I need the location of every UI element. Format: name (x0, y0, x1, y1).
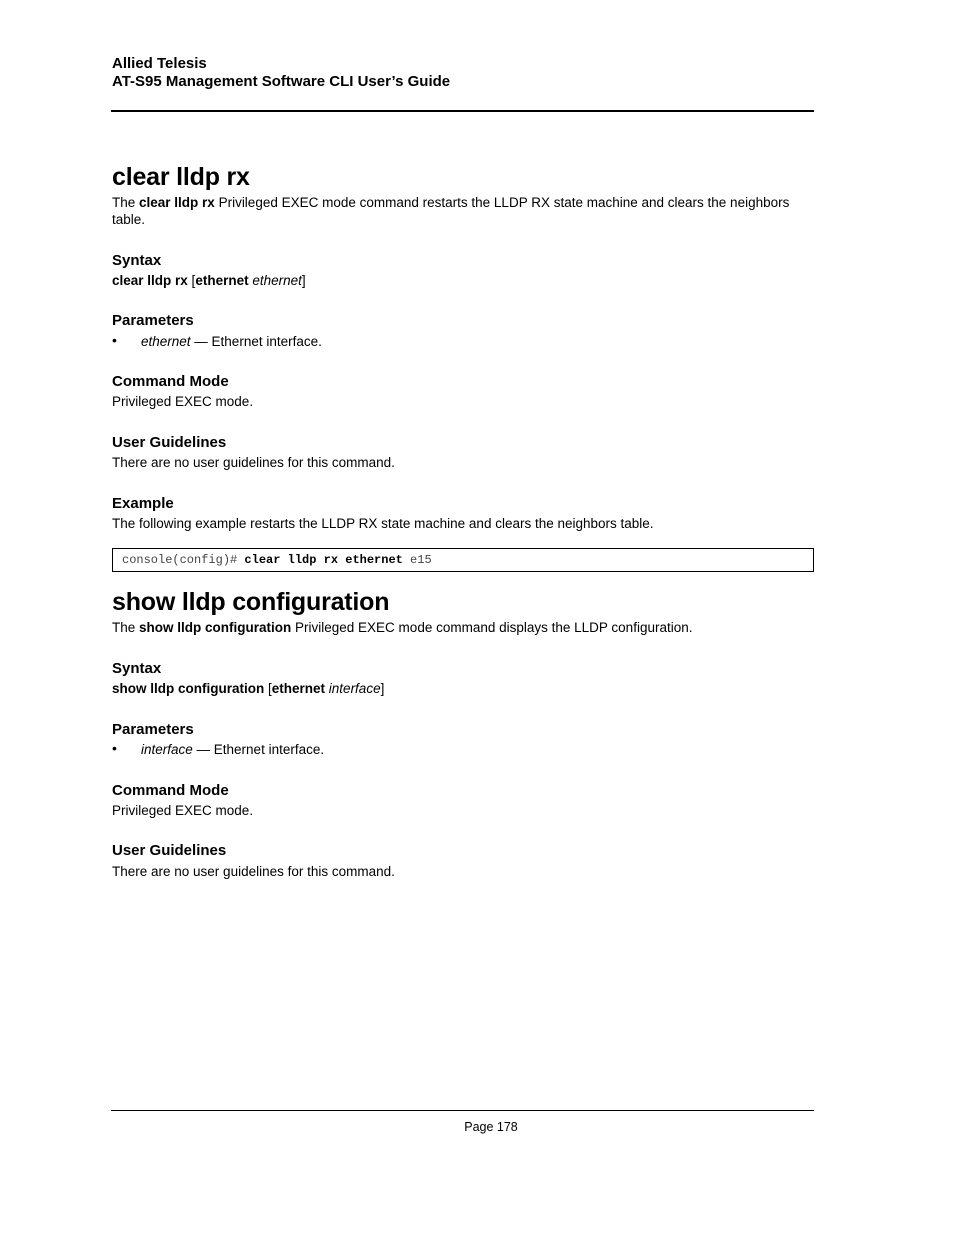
user-guidelines-text: There are no user guidelines for this command. (112, 455, 395, 470)
syntax-line: show lldp configuration [ethernet interface] (112, 681, 385, 696)
user-guidelines-heading: User Guidelines (112, 434, 227, 451)
bullet-icon: • (112, 332, 117, 348)
example-heading: Example (112, 495, 174, 512)
bullet-icon: • (112, 740, 117, 756)
parameter-item: interface — Ethernet interface. (141, 742, 325, 757)
header-divider (111, 110, 814, 112)
command-mode-text: Privileged EXEC mode. (112, 803, 254, 818)
parameters-heading: Parameters (112, 312, 194, 329)
example-code-box (112, 548, 814, 572)
command-mode-heading: Command Mode (112, 782, 229, 799)
example-text: The following example restarts the LLDP RX state machine and clears the neighbors table. (112, 516, 654, 531)
code-argument: e15 (402, 553, 432, 567)
section-title: clear lldp rx (112, 163, 250, 191)
parameters-heading: Parameters (112, 721, 194, 738)
page-number: Page 178 (464, 1120, 518, 1134)
section-description: The show lldp configuration Privileged EXEC mode command displays the LLDP configuration. (112, 620, 693, 635)
code-command: clear lldp rx ethernet (244, 553, 403, 567)
command-mode-text: Privileged EXEC mode. (112, 394, 254, 409)
syntax-line: clear lldp rx [ethernet ethernet] (112, 273, 306, 288)
header-company: Allied Telesis (112, 55, 207, 72)
user-guidelines-heading: User Guidelines (112, 842, 227, 859)
code-prompt: console(config)# (122, 553, 245, 567)
user-guidelines-text: There are no user guidelines for this command. (112, 864, 395, 879)
parameter-item: ethernet — Ethernet interface. (141, 334, 322, 349)
section-description: The clear lldp rx Privileged EXEC mode command restarts the LLDP RX state machine and clears the neighbors table. (112, 195, 790, 227)
syntax-heading: Syntax (112, 660, 162, 677)
syntax-heading: Syntax (112, 252, 162, 269)
header-guide-title: AT-S95 Management Software CLI User’s Guide (112, 73, 451, 90)
section-title: show lldp configuration (112, 588, 390, 616)
footer-divider (111, 1110, 814, 1111)
command-mode-heading: Command Mode (112, 373, 229, 390)
